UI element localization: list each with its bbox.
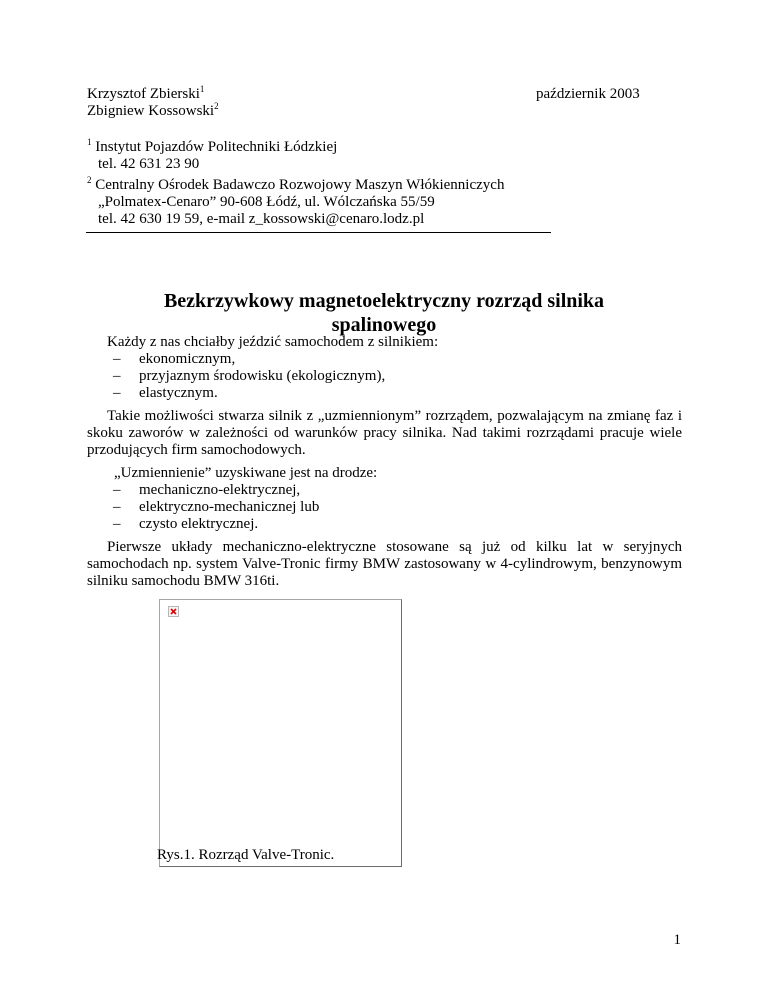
list-item: – przyjaznym środowisku (ekologicznym), [113,368,385,385]
list-item: – czysto elektrycznej. [113,516,319,533]
figure-placeholder [159,599,402,867]
document-title: Bezkrzywkowy magnetoelektryczny rozrząd silnika spalinowego [163,290,605,336]
intro-paragraph: Każdy z nas chciałby jeździć samochodem z silnikiem: [107,334,439,350]
header-divider [86,232,551,233]
list-item: – elastycznym. [113,385,385,402]
list-item: – ekonomicznym, [113,351,385,368]
broken-image-icon [168,606,179,617]
author-name: Krzysztof Zbierski$^1$ [87,84,205,102]
affiliation-1: $^1$ Instytut Pojazdów Politechniki Łódzkiej tel. 42 631 23 90 [87,137,338,172]
author-name: Zbigniew Kossowski$^2$ [87,101,219,119]
page-number: 1 [673,932,681,948]
affiliation-2: $^2$ Centralny Ośrodek Badawczo Rozwojowy Maszyn Włókienniczych „Polmatex-Cenaro” 90-608 Łódź, ul. Wólczańska 55/59 tel. 42 630 19 59, e-mail z_kossowski@cenaro.lodz.pl [87,175,505,227]
paragraph: Pierwsze układy mechaniczno-elektryczne stosowane są już od kilku lat w seryjnych samochodach np. system Valve-Tronic firmy BMW zastosowany w 4-cylindrowym, benzynowym silniku samochodu BMW 316ti. [87,539,682,589]
paragraph: Takie możliwości stwarza silnik z „uzmiennionym” rozrządem, pozwalającym na zmianę faz i skoku zaworów w zależności od warunków pracy silnika. Nad takimi rozrządami pracuje wiele przodujących firm samochodowych. [87,408,682,458]
document-date: październik 2003 [536,86,640,102]
list-item: – mechaniczno-elektrycznej, [113,482,319,499]
features-list [113,351,385,402]
author-list [87,86,219,120]
paragraph: „Uzmiennienie” uzyskiwane jest na drodze: [114,465,378,481]
methods-list [113,482,319,533]
list-item: – elektryczno-mechanicznej lub [113,499,319,516]
figure-caption: Rys.1. Rozrząd Valve-Tronic. [157,847,335,863]
